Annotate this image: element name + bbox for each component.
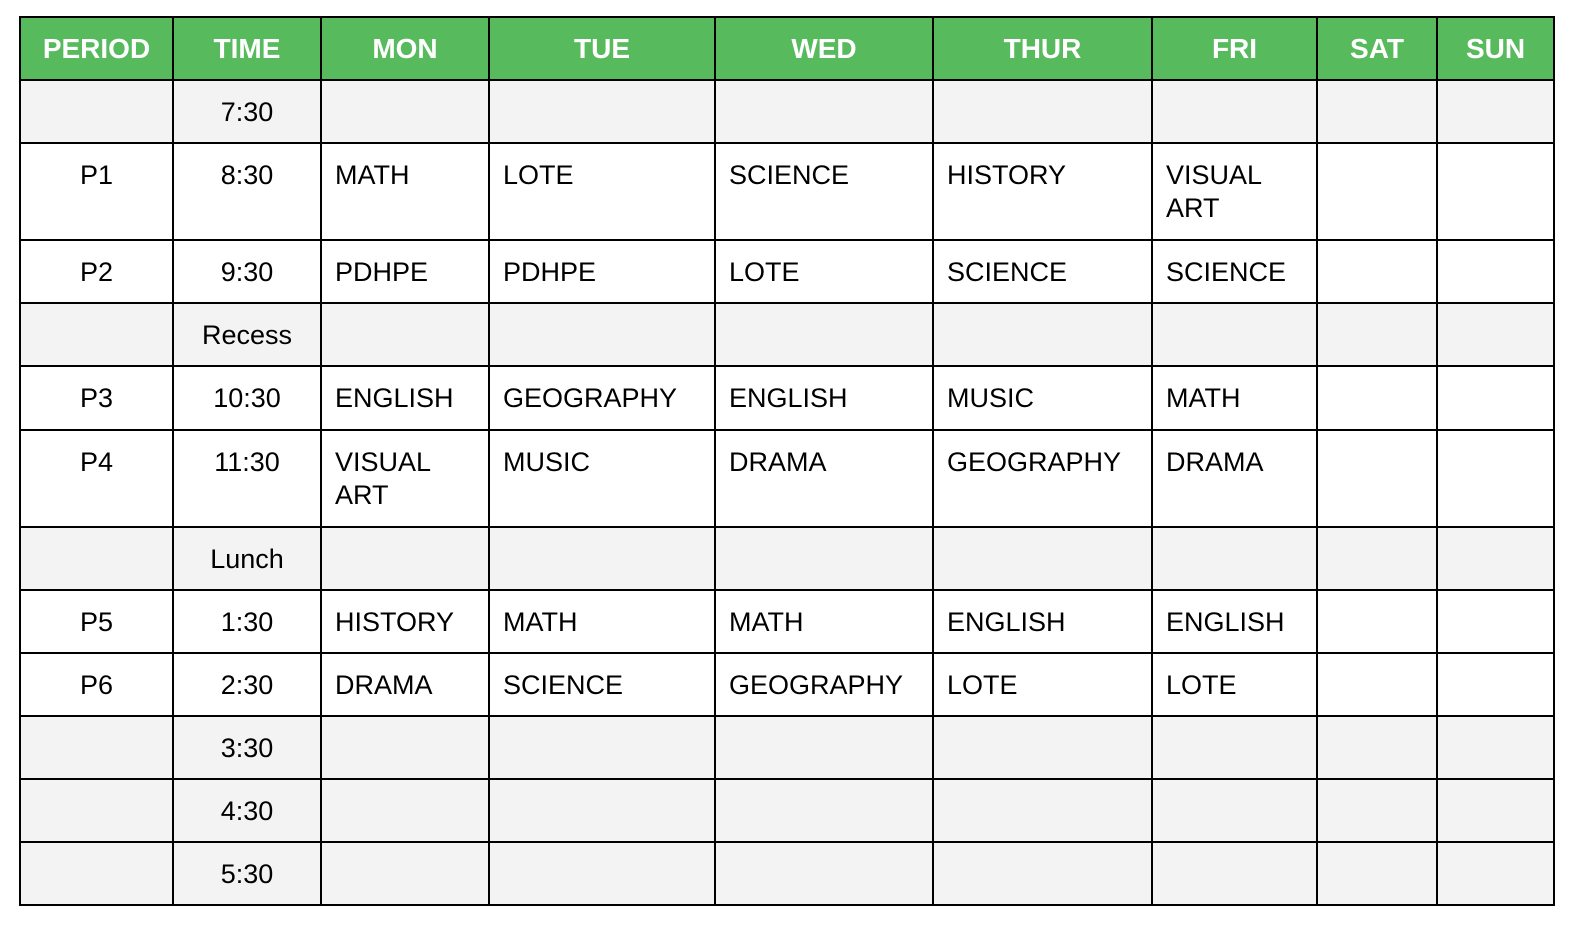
sat-cell [1317,842,1437,905]
header-time: TIME [173,17,321,80]
thur-cell: MUSIC [933,366,1152,430]
tue-cell [489,779,715,842]
sat-cell [1317,527,1437,590]
fri-cell: MATH [1152,366,1317,430]
period-cell: P1 [20,143,173,240]
sat-cell [1317,430,1437,527]
table-row [20,716,1554,779]
tue-cell [489,716,715,779]
table-row [20,240,1554,303]
table-row [20,590,1554,653]
fri-cell: LOTE [1152,653,1317,716]
sun-cell [1437,143,1554,240]
time-cell: 2:30 [173,653,321,716]
wed-cell: GEOGRAPHY [715,653,933,716]
thur-cell [933,779,1152,842]
tue-cell [489,303,715,366]
header-mon: MON [321,17,489,80]
time-cell: 9:30 [173,240,321,303]
time-cell: 4:30 [173,779,321,842]
mon-cell [321,303,489,366]
sun-cell [1437,590,1554,653]
header-period: PERIOD [20,17,173,80]
period-cell [20,527,173,590]
tue-cell: MUSIC [489,430,715,527]
table-row [20,143,1554,240]
table-row [20,779,1554,842]
period-cell: P2 [20,240,173,303]
header-wed: WED [715,17,933,80]
tue-cell: PDHPE [489,240,715,303]
mon-cell: ENGLISH [321,366,489,430]
header-row [20,17,1554,80]
table-row [20,303,1554,366]
sun-cell [1437,366,1554,430]
thur-cell [933,80,1152,143]
table-row [20,653,1554,716]
time-cell: Lunch [173,527,321,590]
tue-cell [489,527,715,590]
wed-cell: SCIENCE [715,143,933,240]
fri-cell [1152,527,1317,590]
mon-cell: MATH [321,143,489,240]
table-row [20,430,1554,527]
fri-cell [1152,80,1317,143]
mon-cell [321,779,489,842]
time-cell: 11:30 [173,430,321,527]
mon-cell [321,842,489,905]
time-cell: Recess [173,303,321,366]
fri-cell: ENGLISH [1152,590,1317,653]
mon-cell: HISTORY [321,590,489,653]
sat-cell [1317,590,1437,653]
thur-cell [933,716,1152,779]
fri-cell [1152,779,1317,842]
wed-cell [715,303,933,366]
fri-cell [1152,303,1317,366]
period-cell [20,303,173,366]
mon-cell [321,80,489,143]
sat-cell [1317,779,1437,842]
tue-cell [489,80,715,143]
tue-cell: SCIENCE [489,653,715,716]
mon-cell [321,716,489,779]
thur-cell [933,527,1152,590]
thur-cell: GEOGRAPHY [933,430,1152,527]
tue-cell: LOTE [489,143,715,240]
sat-cell [1317,653,1437,716]
time-cell: 5:30 [173,842,321,905]
wed-cell [715,80,933,143]
time-cell: 10:30 [173,366,321,430]
mon-cell: DRAMA [321,653,489,716]
fri-cell: DRAMA [1152,430,1317,527]
period-cell [20,80,173,143]
period-cell [20,716,173,779]
time-cell: 1:30 [173,590,321,653]
sun-cell [1437,80,1554,143]
table-row [20,366,1554,430]
time-cell: 8:30 [173,143,321,240]
sun-cell [1437,779,1554,842]
sat-cell [1317,366,1437,430]
header-tue: TUE [489,17,715,80]
sun-cell [1437,303,1554,366]
header-thur: THUR [933,17,1152,80]
time-cell: 3:30 [173,716,321,779]
sat-cell [1317,143,1437,240]
sat-cell [1317,716,1437,779]
fri-cell [1152,842,1317,905]
period-cell: P5 [20,590,173,653]
fri-cell: SCIENCE [1152,240,1317,303]
sun-cell [1437,430,1554,527]
thur-cell: ENGLISH [933,590,1152,653]
sun-cell [1437,240,1554,303]
header-sun: SUN [1437,17,1554,80]
sun-cell [1437,842,1554,905]
tue-cell: MATH [489,590,715,653]
thur-cell: HISTORY [933,143,1152,240]
period-cell [20,842,173,905]
thur-cell [933,842,1152,905]
sun-cell [1437,527,1554,590]
wed-cell [715,716,933,779]
period-cell: P6 [20,653,173,716]
time-cell: 7:30 [173,80,321,143]
period-cell: P4 [20,430,173,527]
thur-cell [933,303,1152,366]
wed-cell: MATH [715,590,933,653]
timetable-container [19,16,1555,906]
sat-cell [1317,240,1437,303]
tue-cell [489,842,715,905]
sat-cell [1317,80,1437,143]
table-row [20,842,1554,905]
sun-cell [1437,716,1554,779]
table-row [20,80,1554,143]
wed-cell: DRAMA [715,430,933,527]
wed-cell [715,779,933,842]
wed-cell [715,842,933,905]
fri-cell [1152,716,1317,779]
mon-cell [321,527,489,590]
period-cell [20,779,173,842]
wed-cell: LOTE [715,240,933,303]
mon-cell: VISUAL ART [321,430,489,527]
fri-cell: VISUAL ART [1152,143,1317,240]
timetable [19,16,1555,906]
mon-cell: PDHPE [321,240,489,303]
header-fri: FRI [1152,17,1317,80]
table-row [20,527,1554,590]
thur-cell: SCIENCE [933,240,1152,303]
thur-cell: LOTE [933,653,1152,716]
sat-cell [1317,303,1437,366]
sun-cell [1437,653,1554,716]
wed-cell [715,527,933,590]
wed-cell: ENGLISH [715,366,933,430]
period-cell: P3 [20,366,173,430]
tue-cell: GEOGRAPHY [489,366,715,430]
header-sat: SAT [1317,17,1437,80]
